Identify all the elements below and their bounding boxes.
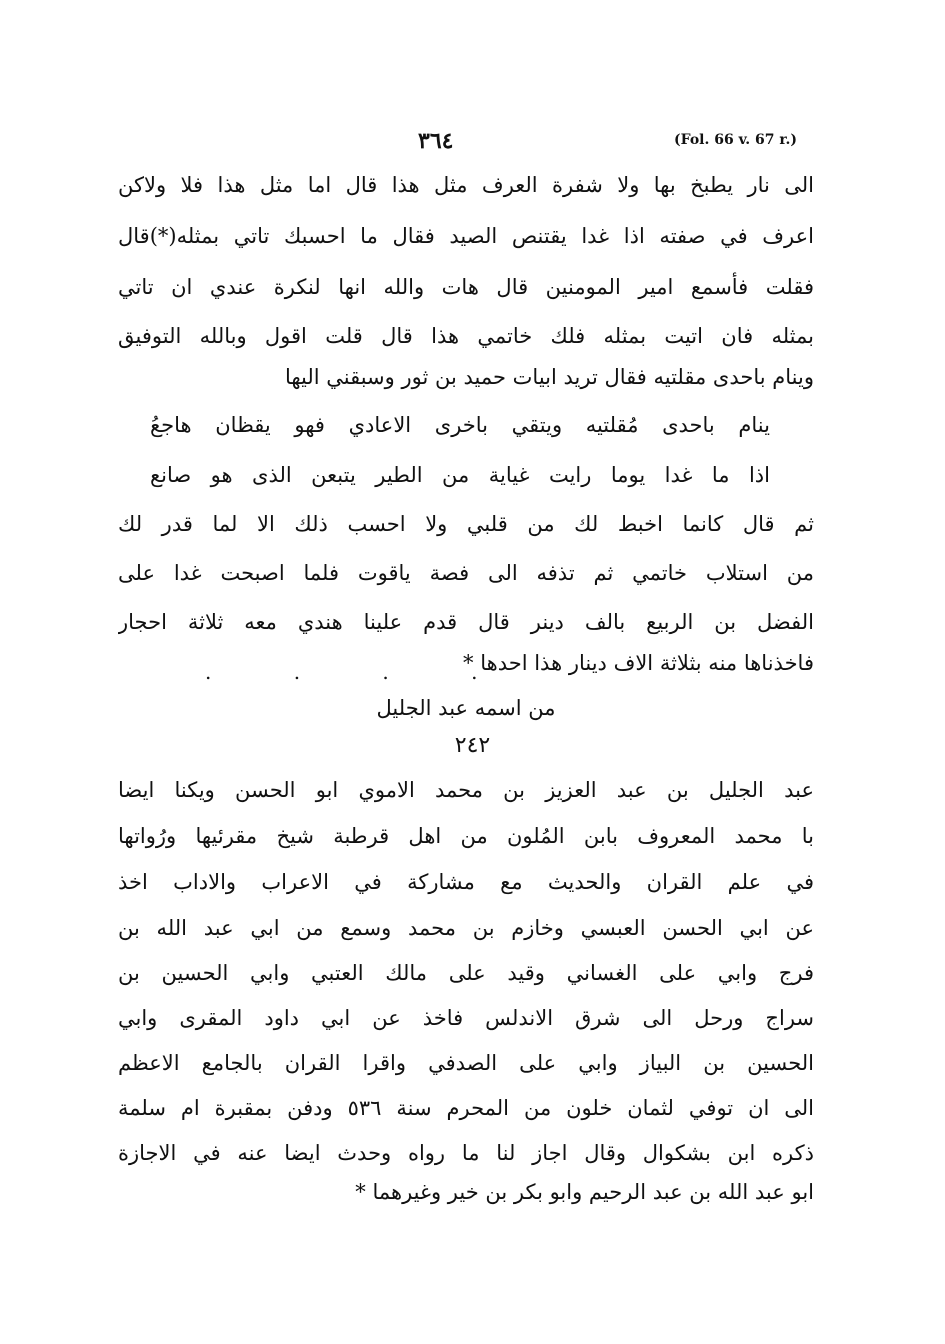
text-line: ابو عبد الله بن عبد الرحيم وابو بكر بن خير وغيرهما * xyxy=(355,1180,814,1204)
text-line: ثم قال كانما اخبط لك من قلبي ولا احسب ذلك الا لما قدر لك xyxy=(118,512,814,536)
entry-number: ٢٤٢ xyxy=(454,733,491,758)
page-number: ٣٦٤ xyxy=(418,128,454,154)
text-line: فاخذناها منه بثلاثة الاف دينار هذا احدها * xyxy=(463,651,814,675)
text-line: من استلاب خاتمي ثم تذفه الى فصة ياقوت فلما اصبحت غدا على xyxy=(118,561,814,585)
text-line: الى نار يطبخ بها ولا شفرة العرف مثل هذا قال اما مثل هذا فلا ولاكن xyxy=(118,173,814,197)
text-line: با محمد المعروف بابن المُلون من اهل قرطبة شيخ مقرئيها ورُواتها xyxy=(118,824,814,848)
text-line: عن ابي الحسن العبسي وخازم بن محمد وسمع من ابي عبد الله بن xyxy=(118,916,814,940)
text-line: عبد الجليل بن عبد العزيز بن محمد الاموي ابو الحسن ويكنا ايضا xyxy=(118,778,814,802)
verse-line: ينام باحدى مُقلتيه ويتقي باخرى الاعادي فهو يقظان هاجعُ xyxy=(150,413,770,437)
verse-line: اذا ما غدا يوما رايت غياية من الطير يتبعن الذى هو صانع xyxy=(150,463,770,487)
text-line: الفضل بن الربيع بالف دينر قال قدم علينا هندي معه ثلاثة احجار xyxy=(118,610,814,634)
text-line: ذكره ابن بشكوال وقال اجاز لنا ما رواه وحدث ايضا عنه في الاجازة xyxy=(118,1141,814,1165)
text-line: فقلت فأسمع امير المومنين قال هات والله انها لنكرة عندي ان تاتي xyxy=(118,275,814,299)
text-line: الحسين بن البياز وابي على الصدفي واقرا القران بالجامع الاعظم xyxy=(118,1051,814,1075)
section-heading: من اسمه عبد الجليل xyxy=(376,696,556,720)
text-line: في علم القران والحديث مع مشاركة في الاعراب والاداب اخذ xyxy=(118,870,814,894)
decorative-dots: . . . . xyxy=(205,660,516,684)
text-line: بمثله فان اتيت بمثله فلك خاتمي هذا قال قلت اقول وبالله التوفيق xyxy=(118,324,814,348)
folio-reference: (Fol. 66 v. 67 r.) xyxy=(674,132,797,148)
text-line: وينام باحدى مقلتيه فقال تريد ابيات حميد بن ثور وسبقني اليها xyxy=(284,365,814,389)
text-line: فرج وابي على الغساني وقيد على مالك العتبي وابي الحسين بن xyxy=(118,961,814,985)
text-line: الى ان توفي لثمان خلون من المحرم سنة ٥٣٦ ودفن بمقبرة ام سلمة xyxy=(118,1096,814,1120)
page-header xyxy=(0,128,945,158)
text-line: اعرف في صفته اذا غدا يقتنص الصيد فقال ما احسبك تاتي بمثله(*)قال xyxy=(118,224,814,248)
text-line: سراج ورحل الى شرق الاندلس فاخذ عن ابي داود المقرى وابي xyxy=(118,1006,814,1030)
